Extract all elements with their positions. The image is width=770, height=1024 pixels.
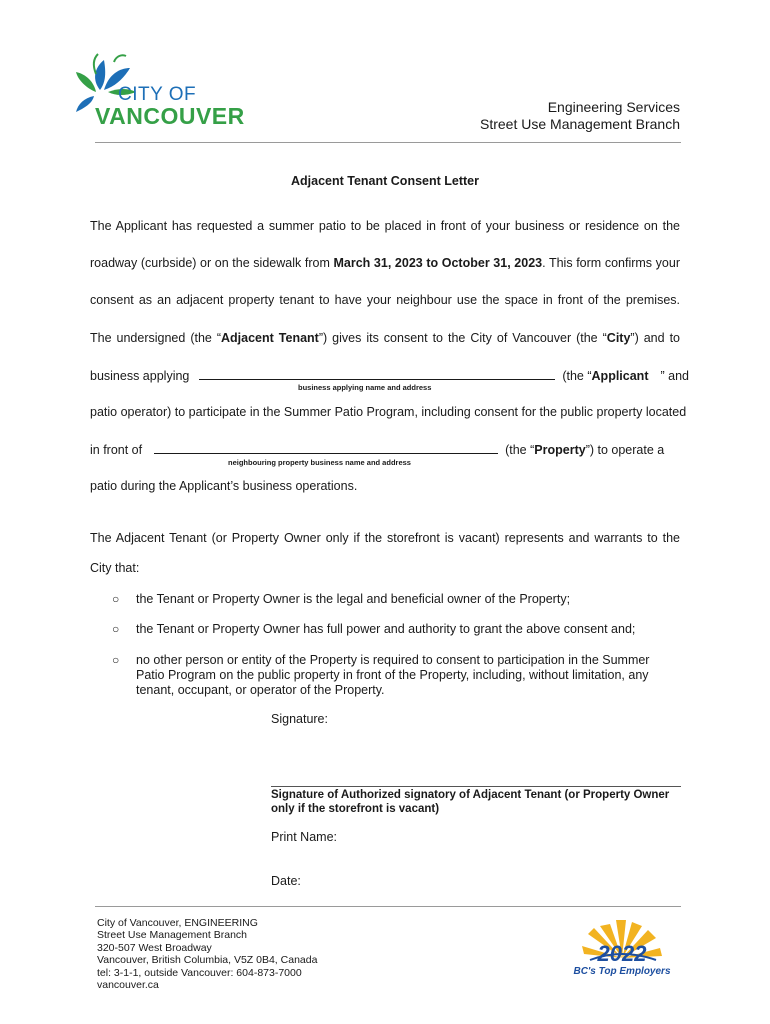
paragraph-1-line-1: The Applicant has requested a summer patio to be placed in front of your business or residence on the xyxy=(90,219,680,233)
signature-label: Signature: xyxy=(271,712,328,726)
footer-divider xyxy=(95,906,681,907)
logo-text-vancouver: VANCOUVER xyxy=(95,103,245,129)
footer-line: tel: 3-1-1, outside Vancouver: 604-873-7000 xyxy=(97,966,302,979)
date-label: Date: xyxy=(271,874,301,888)
paragraph-2-line-2 xyxy=(90,368,689,383)
paragraph-2-line-3: patio operator) to participate in the Summer Patio Program, including consent for the public property located xyxy=(90,405,687,419)
signature-field[interactable] xyxy=(271,786,681,787)
badge-year: 2022 xyxy=(597,941,647,966)
term-adjacent-tenant: Adjacent Tenant xyxy=(221,331,319,345)
text: (the “ xyxy=(505,443,535,457)
applicant-field-caption: business applying name and address xyxy=(298,383,432,392)
term-property: Property xyxy=(534,443,586,457)
text: roadway (curbside) or on the sidewalk from xyxy=(90,256,334,270)
text: ”) to operate a xyxy=(585,443,665,457)
bc-top-employers-badge xyxy=(570,918,675,980)
footer-line: Vancouver, British Columbia, V5Z 0B4, Canada xyxy=(97,954,318,967)
badge-text: BC's Top Employers xyxy=(573,966,671,977)
footer-line: vancouver.ca xyxy=(97,979,159,992)
text: ”) and to xyxy=(630,331,681,345)
text: ”) gives its consent to the City of Vancouver (the “ xyxy=(318,331,607,345)
letter-title: Adjacent Tenant Consent Letter xyxy=(291,174,479,188)
bullet-icon: ○ xyxy=(112,622,120,636)
paragraph-1-line-3: consent as an adjacent property tenant to have your neighbour use the space in front of the premises. xyxy=(90,293,680,307)
print-name-label: Print Name: xyxy=(271,830,337,844)
term-city: City xyxy=(606,331,631,345)
department-name: Engineering Services xyxy=(547,99,680,115)
paragraph-2-line-4 xyxy=(90,442,682,457)
footer-line: City of Vancouver, ENGINEERING xyxy=(97,917,258,929)
paragraph-2-line-5: patio during the Applicant’s business operations. xyxy=(90,479,358,493)
footer-address xyxy=(97,917,317,991)
text: The undersigned (the “ xyxy=(90,331,222,345)
paragraph-3-line-1: The Adjacent Tenant (or Property Owner only if the storefront is vacant) represents and warrants to the xyxy=(90,531,680,545)
date-range: March 31, 2023 to October 31, 2023 xyxy=(333,256,543,270)
header-divider xyxy=(95,142,681,143)
signature-caption: Signature of Authorized signatory of Adjacent Tenant (or Property Owner only if the storefront is vacant) xyxy=(271,789,670,815)
property-field-caption: neighbouring property business name and address xyxy=(228,458,411,467)
logo-text-city-of: CITY OF xyxy=(118,84,197,105)
paragraph-2-line-1 xyxy=(90,331,680,345)
text: ” and xyxy=(660,369,689,383)
term-applicant: Applicant xyxy=(591,369,649,383)
bullet-icon: ○ xyxy=(112,653,120,667)
property-name-field[interactable] xyxy=(154,442,498,454)
paragraph-1-line-2 xyxy=(90,256,680,270)
branch-name: Street Use Management Branch xyxy=(480,116,680,132)
paragraph-3-line-2: City that: xyxy=(90,561,140,575)
footer-line: 320-507 West Broadway xyxy=(97,941,212,954)
warranty-item: no other person or entity of the Property is required to consent to participation in the Summer Patio Program on the public property in front of the Property, including, without limitation, any tenant, occupant, or operator of the Property. xyxy=(136,653,650,697)
warranty-item: the Tenant or Property Owner has full power and authority to grant the above consent and; xyxy=(136,622,636,636)
text: business applying xyxy=(90,369,190,383)
applicant-name-field[interactable] xyxy=(199,368,555,380)
footer-line: Street Use Management Branch xyxy=(97,929,247,942)
bullet-icon: ○ xyxy=(112,592,120,606)
warranty-item: the Tenant or Property Owner is the legal and beneficial owner of the Property; xyxy=(136,592,571,606)
text: . This form confirms your xyxy=(542,256,680,270)
text: (the “ xyxy=(562,369,592,383)
text: in front of xyxy=(90,443,143,457)
